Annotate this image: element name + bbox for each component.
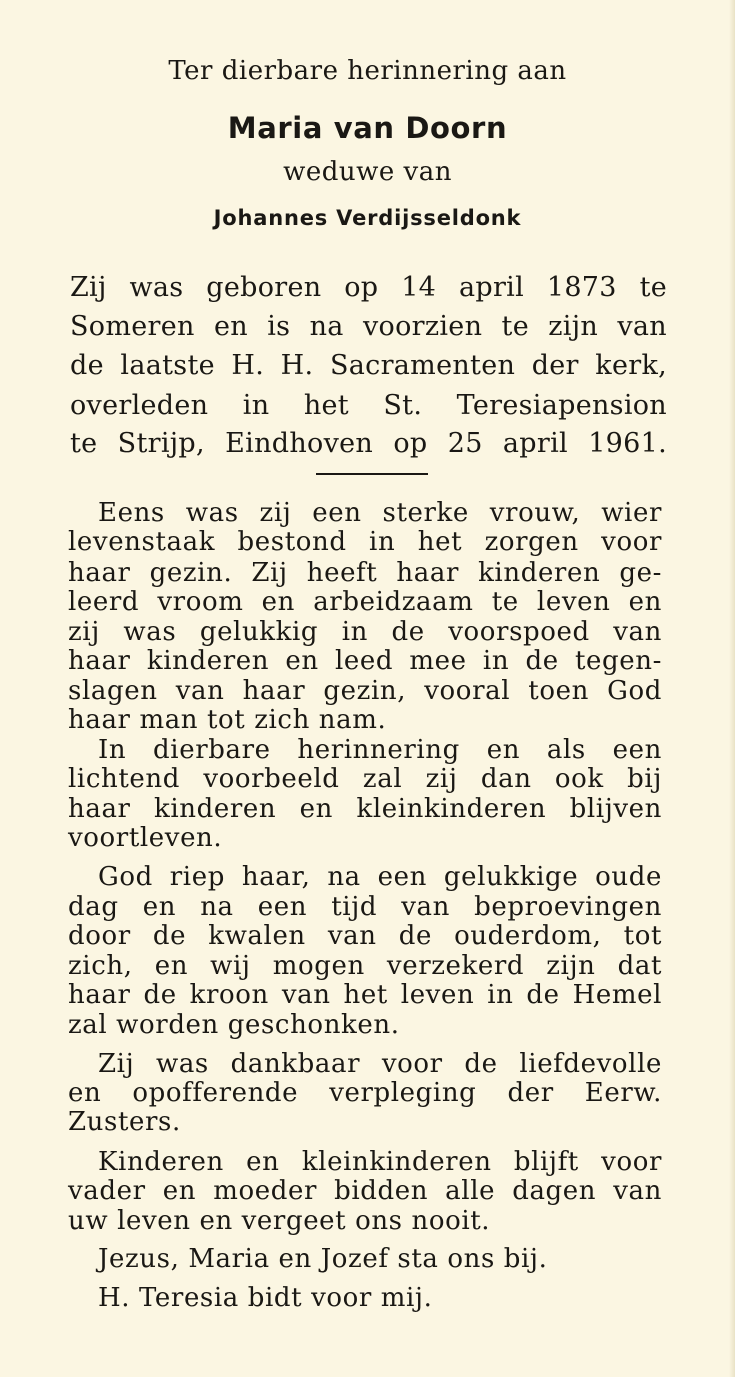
- deceased-name: Maria van Doorn: [227, 111, 508, 145]
- biography-line: de laatste H. H. Sacramenten der kerk,: [70, 350, 667, 381]
- paragraph-line: God riep haar, na een gelukkige oude: [98, 862, 662, 892]
- paragraph-line: leerd vroom en arbeidzaam te leven en: [68, 587, 662, 617]
- paragraph-line: vader en moeder bidden alle dagen van: [68, 1176, 662, 1206]
- biography-line: te Strijp, Eindhoven op 25 april 1961.: [70, 428, 667, 459]
- paragraph-line: haar gezin. Zij heeft haar kinderen ge-: [68, 558, 662, 588]
- widow-of-line: weduwe van: [283, 157, 452, 187]
- paragraph-line: uw leven en vergeet ons nooit.: [68, 1206, 491, 1236]
- prayer-line: Jezus, Maria en Jozef sta ons bij.: [98, 1244, 548, 1274]
- paragraph-line: Zusters.: [68, 1107, 181, 1137]
- divider-rule: [316, 473, 428, 475]
- paragraph-line: zal worden geschonken.: [68, 1010, 400, 1040]
- intro-line: Ter dierbare herinnering aan: [168, 56, 567, 86]
- paragraph-line: zij was gelukkig in de voorspoed van: [68, 617, 662, 647]
- paragraph-line: haar kinderen en leed mee in de tegen-: [68, 646, 662, 676]
- paragraph-line: haar de kroon van het leven in de Hemel: [68, 980, 662, 1010]
- biography-line: Someren en is na voorzien te zijn van: [70, 311, 667, 342]
- paragraph-line: dag en na een tijd van beproevingen: [68, 892, 662, 922]
- paragraph-line: Eens was zij een sterke vrouw, wier: [98, 498, 662, 528]
- biography-line: Zij was geboren op 14 april 1873 te: [70, 272, 667, 303]
- paragraph-line: voortleven.: [68, 823, 223, 853]
- paragraph-line: Zij was dankbaar voor de liefdevolle: [98, 1049, 662, 1079]
- paragraph-line: zich, en wij mogen verzekerd zijn dat: [68, 951, 662, 981]
- paragraph-line: door de kwalen van de ouderdom, tot: [68, 921, 662, 951]
- paragraph-line: en opofferende verpleging der Eerw.: [68, 1078, 662, 1108]
- prayer-line: H. Teresia bidt voor mij.: [98, 1283, 433, 1313]
- paragraph-line: haar man tot zich nam.: [68, 705, 387, 735]
- paragraph-line: haar kinderen en kleinkinderen blijven: [68, 794, 662, 824]
- husband-name: Johannes Verdijsseldonk: [213, 206, 522, 230]
- paragraph-line: slagen van haar gezin, vooral toen God: [68, 676, 662, 706]
- biography-line: overleden in het St. Teresiapension: [70, 390, 667, 421]
- paragraph-line: levenstaak bestond in het zorgen voor: [68, 527, 662, 557]
- paragraph-line: In dierbare herinnering en als een: [98, 735, 662, 765]
- paragraph-line: Kinderen en kleinkinderen blijft voor: [98, 1147, 662, 1177]
- paragraph-line: lichtend voorbeeld zal zij dan ook bij: [68, 764, 662, 794]
